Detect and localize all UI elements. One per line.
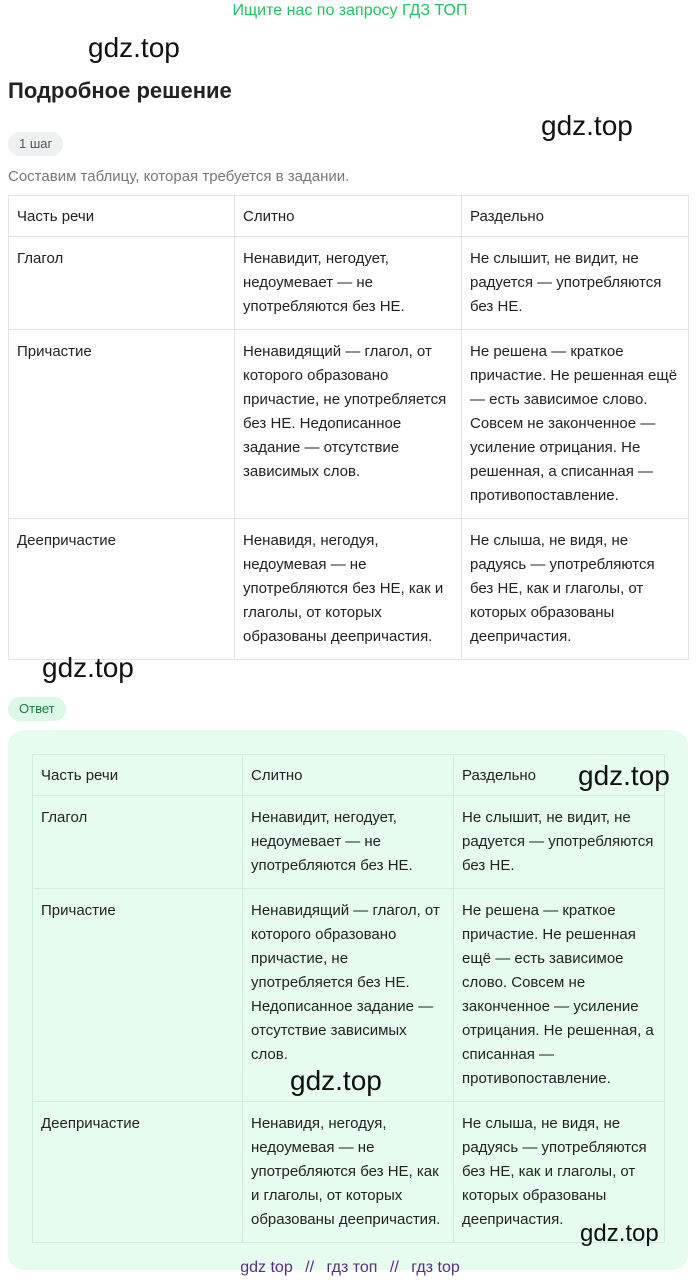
table-cell: Ненавидит, негодует, недоумевает — не употребляются без НЕ. [235,237,462,330]
table-header-row [33,755,665,796]
watermark: gdz.top [88,32,180,63]
footer-link[interactable]: gdz top [240,1259,293,1276]
table-header-row [9,196,689,237]
table-row [9,519,689,660]
table-cell: Глагол [9,237,235,330]
table-cell: Ненавидящий — глагол, от которого образовано причастие, не употребляется без НЕ. Недописанное задание — отсутствие зависимых слов. [235,330,462,519]
table-cell: Деепричастие [9,519,235,660]
table-cell: Не слыша, не видя, не радуясь — употребляются без НЕ, как и глаголы, от которых образованы деепричастия. [454,1102,665,1243]
watermark: gdz.top [290,1065,382,1096]
table-cell: Не решена — краткое причастие. Не решенная ещё — есть зависимое слово. Совсем не законченное — усиление отрицания. Не решенная, а списанная — противопоставление. [454,889,665,1102]
table-cell: Не слышит, не видит, не радуется — употребляются без НЕ. [454,796,665,889]
table-cell: Ненавидя, негодуя, недоумевая — не употребляются без НЕ, как и глаголы, от которых образованы деепричастия. [235,519,462,660]
watermark: gdz.top [541,110,633,141]
table-header-cell: Слитно [243,755,454,796]
step-badge: 1 шаг [8,132,63,156]
table-header-cell: Часть речи [33,755,243,796]
table-cell: Ненавидя, негодуя, недоумевая — не употребляются без НЕ, как и глаголы, от которых образованы деепричастия. [243,1102,454,1243]
footer-link[interactable]: гдз top [411,1259,460,1276]
table-cell: Глагол [33,796,243,889]
answer-badge: Ответ [8,697,66,721]
table-header-cell: Слитно [235,196,462,237]
intro-text: Составим таблицу, которая требуется в задании. [8,168,350,185]
watermark: gdz.top [578,760,670,791]
watermark: gdz.top [42,652,134,683]
footer-separator: // [305,1259,315,1276]
table-header-cell: Раздельно [462,196,689,237]
table-cell: Не слышит, не видит, не радуется — употребляются без НЕ. [462,237,689,330]
page-title: Подробное решение [8,78,232,103]
table-row [9,330,689,519]
table-row [33,796,665,889]
table-cell: Причастие [9,330,235,519]
table-cell: Причастие [33,889,243,1102]
table-cell: Ненавидит, негодует, недоумевает — не употребляются без НЕ. [243,796,454,889]
footer-separator: // [389,1259,399,1276]
table-row [33,1102,665,1243]
table-cell: Ненавидящий — глагол, от которого образовано причастие, не употребляется без НЕ. Недописанное задание — отсутствие зависимых слов. [243,889,454,1102]
footer-link[interactable]: гдз топ [326,1259,378,1276]
table-cell: Не слыша, не видя, не радуясь — употребляются без НЕ, как и глаголы, от которых образованы деепричастия. [462,519,689,660]
table-cell: Не решена — краткое причастие. Не решенная ещё — есть зависимое слово. Совсем не законченное — усиление отрицания. Не решенная, а списанная — противопоставление. [462,330,689,519]
answer-table [32,754,665,1243]
table-cell: Деепричастие [33,1102,243,1243]
table-header-cell: Часть речи [9,196,235,237]
watermark: gdz.top [580,1220,659,1247]
solution-table [8,195,689,660]
top-banner: Ищите нас по запросу ГДЗ ТОП [232,2,468,19]
footer-links [0,1259,700,1277]
table-row [9,237,689,330]
table-header-cell: Раздельно [454,755,665,796]
